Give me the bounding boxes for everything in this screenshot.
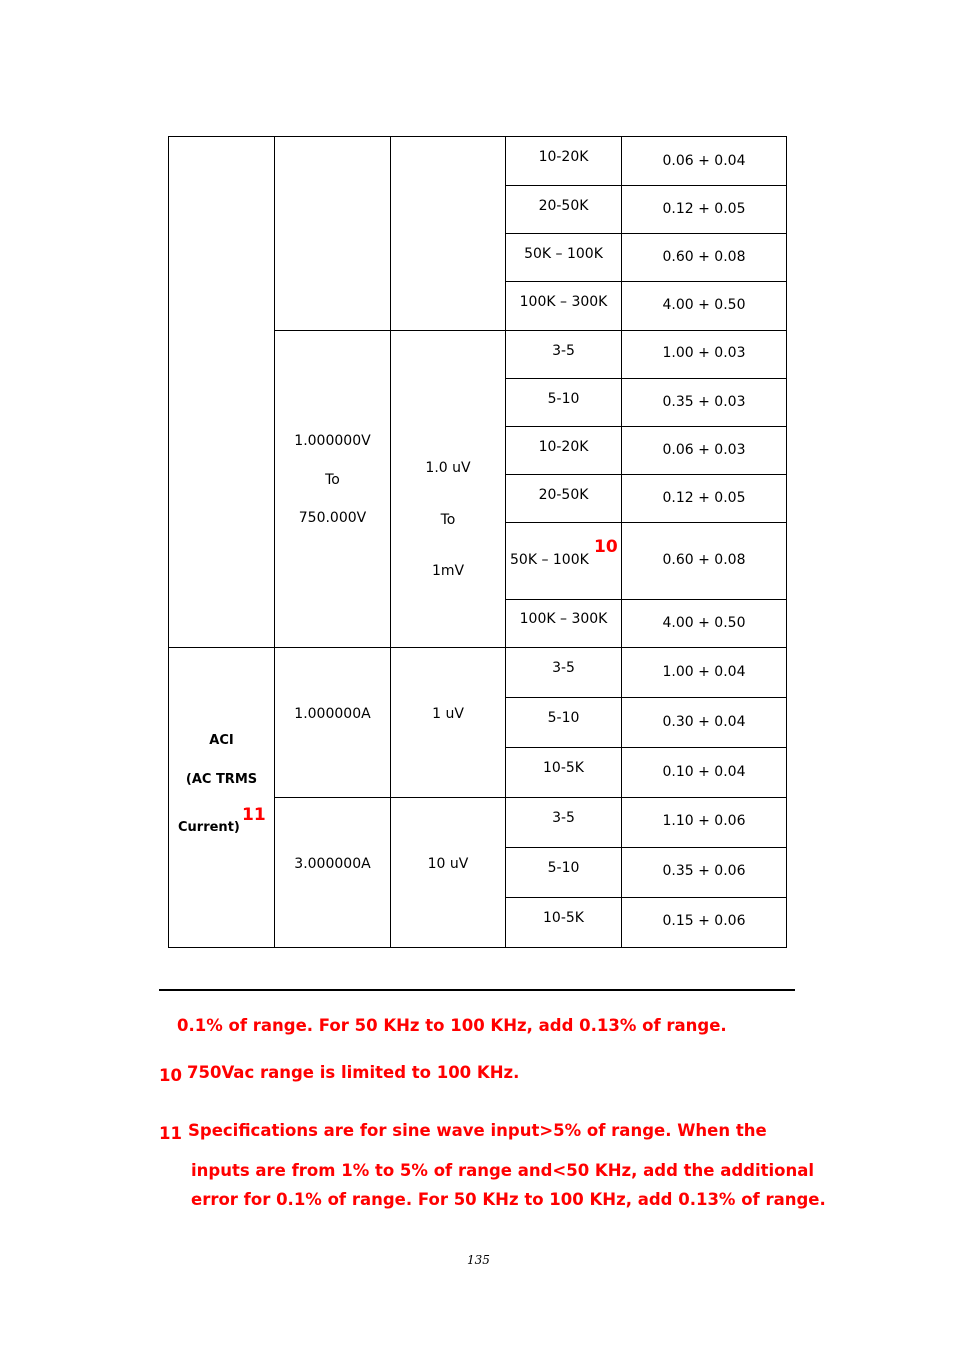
accuracy-cell: 0.10 + 0.04 [662, 764, 746, 780]
accuracy-cell: 0.35 + 0.03 [662, 394, 746, 410]
accuracy-cell: 0.15 + 0.06 [662, 913, 746, 929]
range-line: 750.000V [298, 510, 367, 526]
table-border-left [168, 136, 169, 948]
accuracy-cell: 0.12 + 0.05 [662, 201, 746, 217]
freq-cell: 100K – 300K [519, 611, 608, 627]
freq-cell: 10-5K [543, 910, 584, 926]
freq-cell: 5-10 [547, 710, 580, 726]
freq-cell: 3-5 [552, 810, 575, 826]
block-line [168, 647, 787, 648]
aci-label: Current) [178, 820, 240, 835]
accuracy-cell: 0.35 + 0.06 [662, 863, 746, 879]
freq-cell: 100K – 300K [519, 294, 608, 310]
freq-cell: 50K – 100K [524, 246, 603, 262]
table-border-bottom [168, 947, 787, 948]
footnote-ref-11: 11 [242, 805, 266, 825]
freq-cell: 10-20K [538, 149, 589, 165]
footnote-10-text: 750Vac range is limited to 100 KHz. [187, 1063, 520, 1082]
accuracy-cell: 1.00 + 0.04 [662, 664, 746, 680]
footnote-ref-10: 10 [594, 537, 618, 557]
freq-cell: 10-20K [538, 439, 589, 455]
freq-cell: 20-50K [538, 487, 589, 503]
accuracy-cell: 4.00 + 0.50 [662, 297, 746, 313]
resolution-line: 1.0 uV [425, 460, 471, 476]
freq-cell: 10-5K [543, 760, 584, 776]
freq-cell: 5-10 [547, 391, 580, 407]
footnote-11-line: error for 0.1% of range. For 50 KHz to 100 KHz, add 0.13% of range. [191, 1190, 826, 1209]
freq-cell: 3-5 [552, 343, 575, 359]
aci-label: (AC TRMS [185, 772, 258, 787]
table-border-top [168, 136, 787, 137]
accuracy-cell: 0.30 + 0.04 [662, 714, 746, 730]
accuracy-cell: 0.12 + 0.05 [662, 490, 746, 506]
freq-cell: 20-50K [538, 198, 589, 214]
accuracy-cell: 0.06 + 0.03 [662, 442, 746, 458]
row-line [505, 522, 787, 523]
resolution-line: 1mV [431, 563, 465, 579]
footnote-number-11: 11 [159, 1124, 182, 1143]
range-cell [275, 433, 390, 526]
range-cell: 3.000000A [294, 856, 371, 872]
footnote-11-line: Specifications are for sine wave input>5% of range. When the [188, 1121, 767, 1140]
accuracy-cell: 0.60 + 0.08 [662, 552, 746, 568]
resolution-cell: 10 uV [427, 856, 469, 872]
footnote-number-10: 10 [159, 1066, 182, 1085]
table-border-right [786, 136, 787, 948]
freq-cell: 3-5 [552, 660, 575, 676]
range-line: 1.000000V [294, 433, 371, 449]
resolution-line: To [440, 512, 456, 528]
resolution-cell [391, 460, 505, 579]
accuracy-cell: 1.00 + 0.03 [662, 345, 746, 361]
accuracy-cell: 4.00 + 0.50 [662, 615, 746, 631]
range-line: To [325, 472, 340, 488]
accuracy-cell: 1.10 + 0.06 [662, 813, 746, 829]
aci-label: ACI [209, 733, 234, 748]
footnote-continuation: 0.1% of range. For 50 KHz to 100 KHz, add 0.13% of range. [177, 1016, 727, 1035]
range-cell: 1.000000A [294, 706, 371, 722]
freq-text: 50K – 100K [510, 552, 589, 568]
page-number: 135 [467, 1253, 490, 1267]
freq-cell: 5-10 [547, 860, 580, 876]
accuracy-cell: 0.60 + 0.08 [662, 249, 746, 265]
resolution-cell: 1 uV [432, 706, 464, 722]
accuracy-cell: 0.06 + 0.04 [662, 153, 746, 169]
footnote-11-line: inputs are from 1% to 5% of range and<50 KHz, add the additional [191, 1161, 815, 1180]
table-divider [274, 136, 275, 948]
footnote-separator [159, 989, 795, 991]
